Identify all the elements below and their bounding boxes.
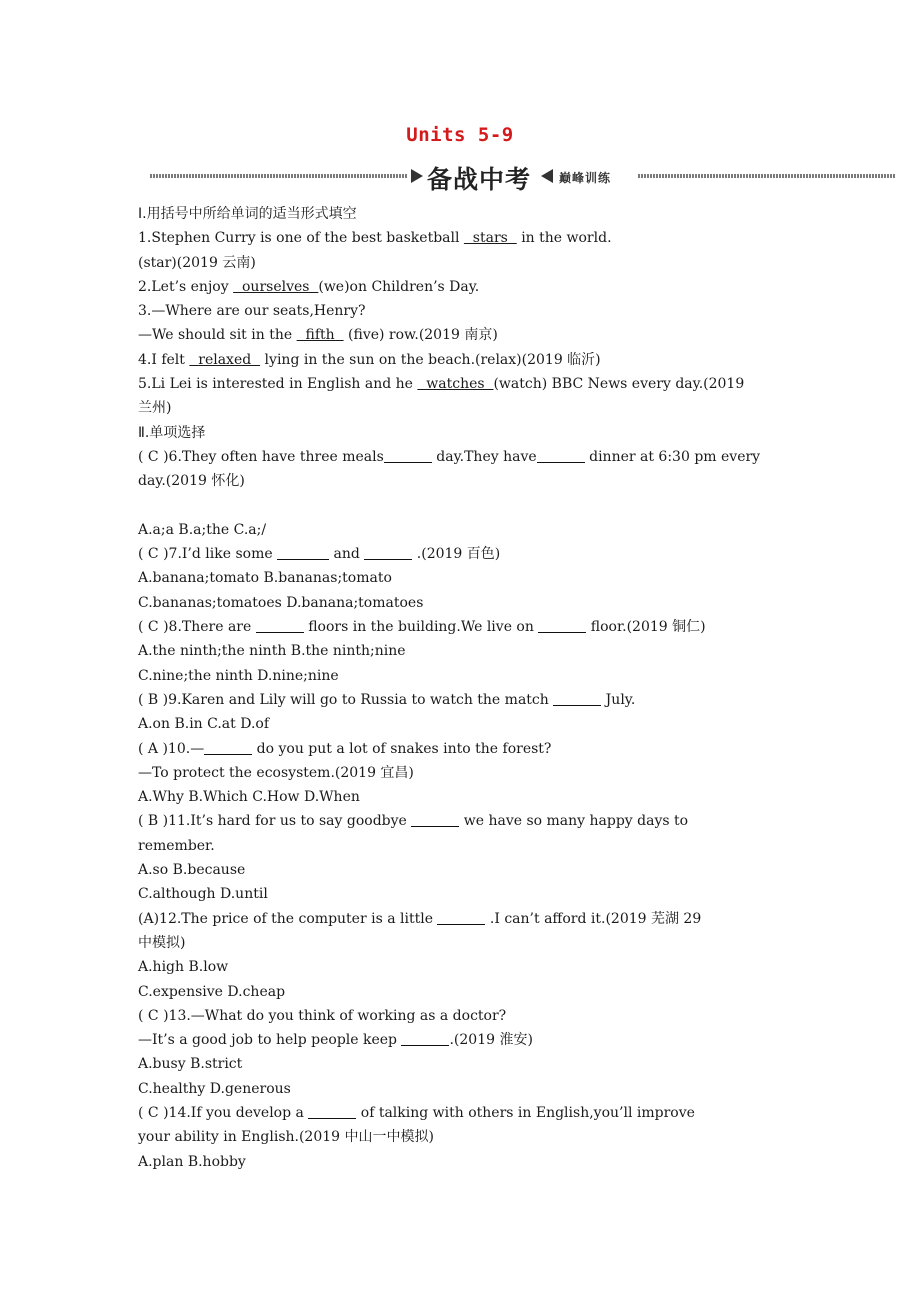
question-9 bbox=[138, 688, 808, 712]
question-6-options: A.a;a B.a;the C.a;/ bbox=[138, 521, 267, 538]
question-10-reply: —To protect the ecosystem.(2019 宜昌) bbox=[138, 764, 414, 781]
question-text: do you put a lot of snakes into the forest? bbox=[252, 740, 552, 757]
question-14-cont: your ability in English.(2019 中山一中模拟) bbox=[138, 1129, 434, 1146]
question-text: ( C )14.If you develop a bbox=[138, 1104, 309, 1121]
question-text: ( B )9.Karen and Lily will go to Russia to watch the match bbox=[138, 691, 554, 708]
question-6-source: day.(2019 怀化) bbox=[138, 473, 245, 490]
blank-line bbox=[364, 545, 412, 560]
question-text: —It’s a good job to help people keep bbox=[138, 1032, 402, 1049]
question-text: ( C )8.There are bbox=[138, 619, 256, 636]
question-text: day.They have bbox=[431, 448, 537, 465]
question-8-options-1: A.the ninth;the ninth B.the ninth;nine bbox=[138, 643, 406, 660]
blank-line bbox=[553, 691, 601, 706]
question-text: 2.Let’s enjoy bbox=[138, 278, 234, 295]
question-text: —We should sit in the bbox=[138, 327, 297, 344]
question-4 bbox=[138, 348, 808, 372]
answer-blank: stars bbox=[463, 230, 517, 247]
question-text: (watch) BBC News every day.(2019 bbox=[493, 376, 745, 393]
question-1 bbox=[138, 226, 808, 250]
banner-dotted-line-right bbox=[638, 174, 895, 178]
question-text: dinner at 6:30 pm every bbox=[584, 448, 761, 465]
question-text: in the world. bbox=[516, 230, 612, 247]
answer-blank: watches bbox=[417, 376, 494, 393]
question-text: floor.(2019 铜仁) bbox=[586, 619, 706, 636]
blank-line bbox=[384, 448, 432, 463]
question-11-options-2: C.although D.until bbox=[138, 886, 268, 903]
left-arrow-icon bbox=[541, 169, 553, 183]
question-12-options-1: A.high B.low bbox=[138, 959, 229, 976]
question-text: ( C )6.They often have three meals bbox=[138, 448, 384, 465]
question-text: .(2019 百色) bbox=[412, 546, 501, 563]
blank-line bbox=[437, 910, 485, 925]
blank-line bbox=[411, 812, 459, 827]
question-10-options: A.Why B.Which C.How D.When bbox=[138, 789, 360, 806]
banner-title: 备战中考 bbox=[427, 165, 532, 194]
question-text: and bbox=[329, 546, 365, 563]
answer-blank: fifth bbox=[296, 327, 344, 344]
question-text: (five) row.(2019 南京) bbox=[343, 327, 498, 344]
blank-line bbox=[256, 618, 304, 633]
question-text: 5.Li Lei is interested in English and he bbox=[138, 376, 418, 393]
question-2 bbox=[138, 275, 808, 299]
right-arrow-icon bbox=[411, 169, 423, 183]
question-text: ( A )10.— bbox=[138, 740, 205, 757]
answer-blank: ourselves bbox=[233, 278, 319, 295]
question-5-source: 兰州) bbox=[138, 400, 172, 417]
question-13-options-2: C.healthy D.generous bbox=[138, 1080, 291, 1097]
question-11-options-1: A.so B.because bbox=[138, 862, 246, 879]
question-12 bbox=[138, 907, 808, 931]
question-8 bbox=[138, 615, 808, 639]
question-3: 3.—Where are our seats,Henry? bbox=[138, 303, 366, 320]
blank-line bbox=[538, 618, 586, 633]
worksheet-body bbox=[138, 202, 808, 1174]
exam-banner bbox=[150, 160, 895, 196]
blank-line bbox=[277, 545, 329, 560]
question-text: lying in the sun on the beach.(relax)(2019 临沂) bbox=[260, 351, 601, 368]
question-13: ( C )13.—What do you think of working as a doctor? bbox=[138, 1007, 507, 1024]
banner-dotted-line-left bbox=[150, 174, 408, 178]
question-12-options-2: C.expensive D.cheap bbox=[138, 983, 286, 1000]
question-7-options-2: C.bananas;tomatoes D.banana;tomatoes bbox=[138, 594, 424, 611]
question-10 bbox=[138, 737, 808, 761]
question-6 bbox=[138, 445, 808, 469]
question-12-source: 中模拟) bbox=[138, 934, 186, 951]
question-5 bbox=[138, 372, 808, 396]
question-1-hint: (star)(2019 云南) bbox=[138, 254, 256, 271]
blank-line bbox=[401, 1031, 449, 1046]
question-text: .(2019 淮安) bbox=[449, 1032, 533, 1049]
question-14 bbox=[138, 1101, 808, 1125]
question-11-cont: remember. bbox=[138, 837, 215, 854]
blank-line bbox=[204, 740, 252, 755]
question-13-options-1: A.busy B.strict bbox=[138, 1056, 243, 1073]
question-text: floors in the building.We live on bbox=[303, 619, 539, 636]
blank-line bbox=[537, 448, 585, 463]
page-title: Units 5-9 bbox=[406, 124, 514, 146]
question-text: 4.I felt bbox=[138, 351, 190, 368]
question-text: we have so many happy days to bbox=[459, 813, 689, 830]
question-7 bbox=[138, 542, 808, 566]
question-text: 1.Stephen Curry is one of the best basketball bbox=[138, 230, 464, 247]
question-13-reply bbox=[138, 1028, 808, 1052]
question-8-options-2: C.nine;the ninth D.nine;nine bbox=[138, 667, 339, 684]
question-text: .I can’t afford it.(2019 芜湖 29 bbox=[485, 910, 702, 927]
question-text: (we)on Children’s Day. bbox=[318, 278, 480, 295]
question-text: (A)12.The price of the computer is a little bbox=[138, 910, 438, 927]
banner-subtitle: 巅峰训练 bbox=[559, 171, 612, 185]
section-heading-fill-in: Ⅰ.用括号中所给单词的适当形式填空 bbox=[138, 206, 357, 222]
answer-blank: relaxed bbox=[189, 351, 261, 368]
question-11 bbox=[138, 809, 808, 833]
blank-line bbox=[308, 1104, 356, 1119]
section-heading-multiple-choice: Ⅱ.单项选择 bbox=[138, 424, 206, 441]
question-text: ( B )11.It’s hard for us to say goodbye bbox=[138, 813, 412, 830]
question-9-options: A.on B.in C.at D.of bbox=[138, 716, 270, 733]
question-14-options: A.plan B.hobby bbox=[138, 1153, 246, 1170]
question-7-options-1: A.banana;tomato B.bananas;tomato bbox=[138, 570, 392, 587]
question-text: of talking with others in English,you’ll improve bbox=[356, 1104, 695, 1121]
question-3-reply bbox=[138, 323, 808, 347]
question-text: ( C )7.I’d like some bbox=[138, 546, 278, 563]
question-text: July. bbox=[601, 691, 636, 708]
